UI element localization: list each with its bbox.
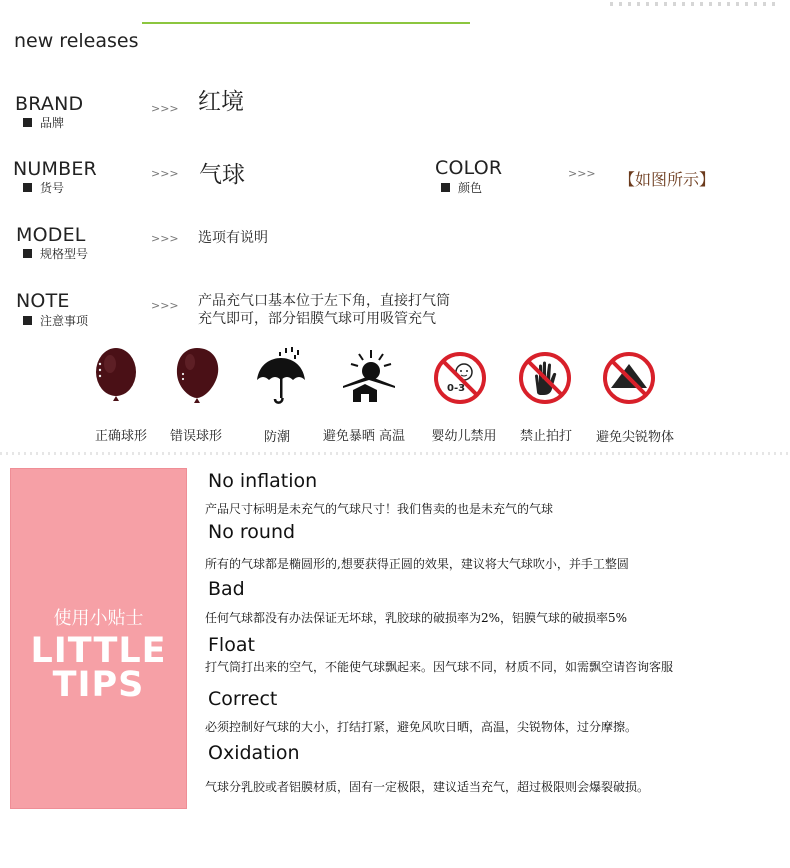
wrong-balloon-icon	[166, 344, 230, 408]
bullet-square-icon	[23, 249, 32, 258]
color-value: 【如图所示】	[619, 170, 716, 189]
correct-balloon-icon	[86, 344, 150, 408]
model-label: MODEL	[16, 224, 86, 246]
bullet-square-icon	[23, 183, 32, 192]
no-infant-icon	[428, 346, 492, 410]
model-value: 选项有说明	[198, 230, 268, 246]
note-value-line2: 充气即可，部分铝膜气球可用吸管充气	[198, 311, 436, 327]
tips-heading-en-line1: LITTLE	[30, 631, 167, 671]
no-sharp-icon	[597, 346, 661, 410]
tips-heading-cn: 使用小贴士	[53, 608, 144, 629]
infant-age-badge: 0-3	[447, 383, 466, 394]
tip-desc: 任何气球都没有办法保证无坏球，乳胶球的破损率为2%，铝膜气球的破损率5%	[205, 611, 628, 625]
tip-title: No round	[208, 521, 296, 543]
icon-caption: 防潮	[263, 430, 290, 445]
brand-value: 红境	[198, 89, 244, 115]
note-label: NOTE	[16, 290, 70, 312]
note-arrows: >>>	[151, 299, 179, 312]
bullet-square-icon	[23, 118, 32, 127]
model-label-cn: 规格型号	[23, 245, 88, 262]
bullet-square-icon	[23, 316, 32, 325]
number-value: 气球	[199, 162, 245, 188]
number-arrows: >>>	[151, 167, 179, 180]
number-label: NUMBER	[13, 158, 97, 180]
top-decoration	[610, 2, 780, 6]
brand-label: BRAND	[15, 93, 84, 115]
tips-panel	[10, 468, 187, 809]
accent-line	[142, 22, 470, 24]
tip-title: Correct	[208, 688, 278, 710]
tips-heading-en	[11, 631, 186, 705]
section-divider	[0, 452, 790, 455]
tip-desc: 产品尺寸标明是未充气的气球尺寸！我们售卖的也是未充气的气球	[205, 502, 554, 516]
note-value	[198, 292, 450, 328]
tip-desc: 打气筒打出来的空气，不能使气球飘起来。因气球不同，材质不同，如需飘空请咨询客服	[205, 660, 674, 674]
note-label-cn: 注意事项	[23, 312, 88, 329]
tip-desc: 必须控制好气球的大小，打结打紧，避免风吹日晒，高温，尖锐物体，过分摩擦。	[205, 720, 638, 734]
color-label: COLOR	[435, 157, 503, 179]
brand-label-cn: 品牌	[23, 114, 64, 131]
icon-caption: 禁止拍打	[519, 429, 572, 444]
color-arrows: >>>	[568, 167, 596, 180]
note-value-line1: 产品充气口基本位于左下角，直接打气筒	[198, 293, 450, 309]
tip-title: No inflation	[208, 470, 318, 492]
model-arrows: >>>	[151, 232, 179, 245]
tip-title: Float	[208, 634, 255, 656]
number-label-cn: 货号	[23, 179, 64, 196]
tip-title: Bad	[208, 578, 245, 600]
tip-desc: 所有的气球都是椭圆形的,想要获得正圆的效果，建议将大气球吹小，并手工整圆	[205, 557, 629, 571]
tip-title: Oxidation	[208, 742, 300, 764]
sun-house-icon	[337, 344, 401, 408]
page-title: new releases	[14, 30, 139, 52]
umbrella-icon	[249, 344, 313, 408]
icon-caption: 正确球形	[94, 429, 147, 444]
icon-caption: 错误球形	[169, 429, 222, 444]
no-hand-icon	[513, 346, 577, 410]
icon-caption: 避免暴晒 高温	[322, 429, 406, 444]
tips-heading-en-line2: TIPS	[52, 665, 145, 705]
color-label-cn: 颜色	[441, 179, 482, 196]
bullet-square-icon	[441, 183, 450, 192]
icon-caption: 婴幼儿禁用	[431, 429, 497, 444]
icon-caption: 避免尖锐物体	[595, 430, 674, 445]
brand-arrows: >>>	[151, 102, 179, 115]
tip-desc: 气球分乳胶或者铝膜材质，固有一定极限，建议适当充气，超过极限则会爆裂破损。	[205, 780, 650, 794]
